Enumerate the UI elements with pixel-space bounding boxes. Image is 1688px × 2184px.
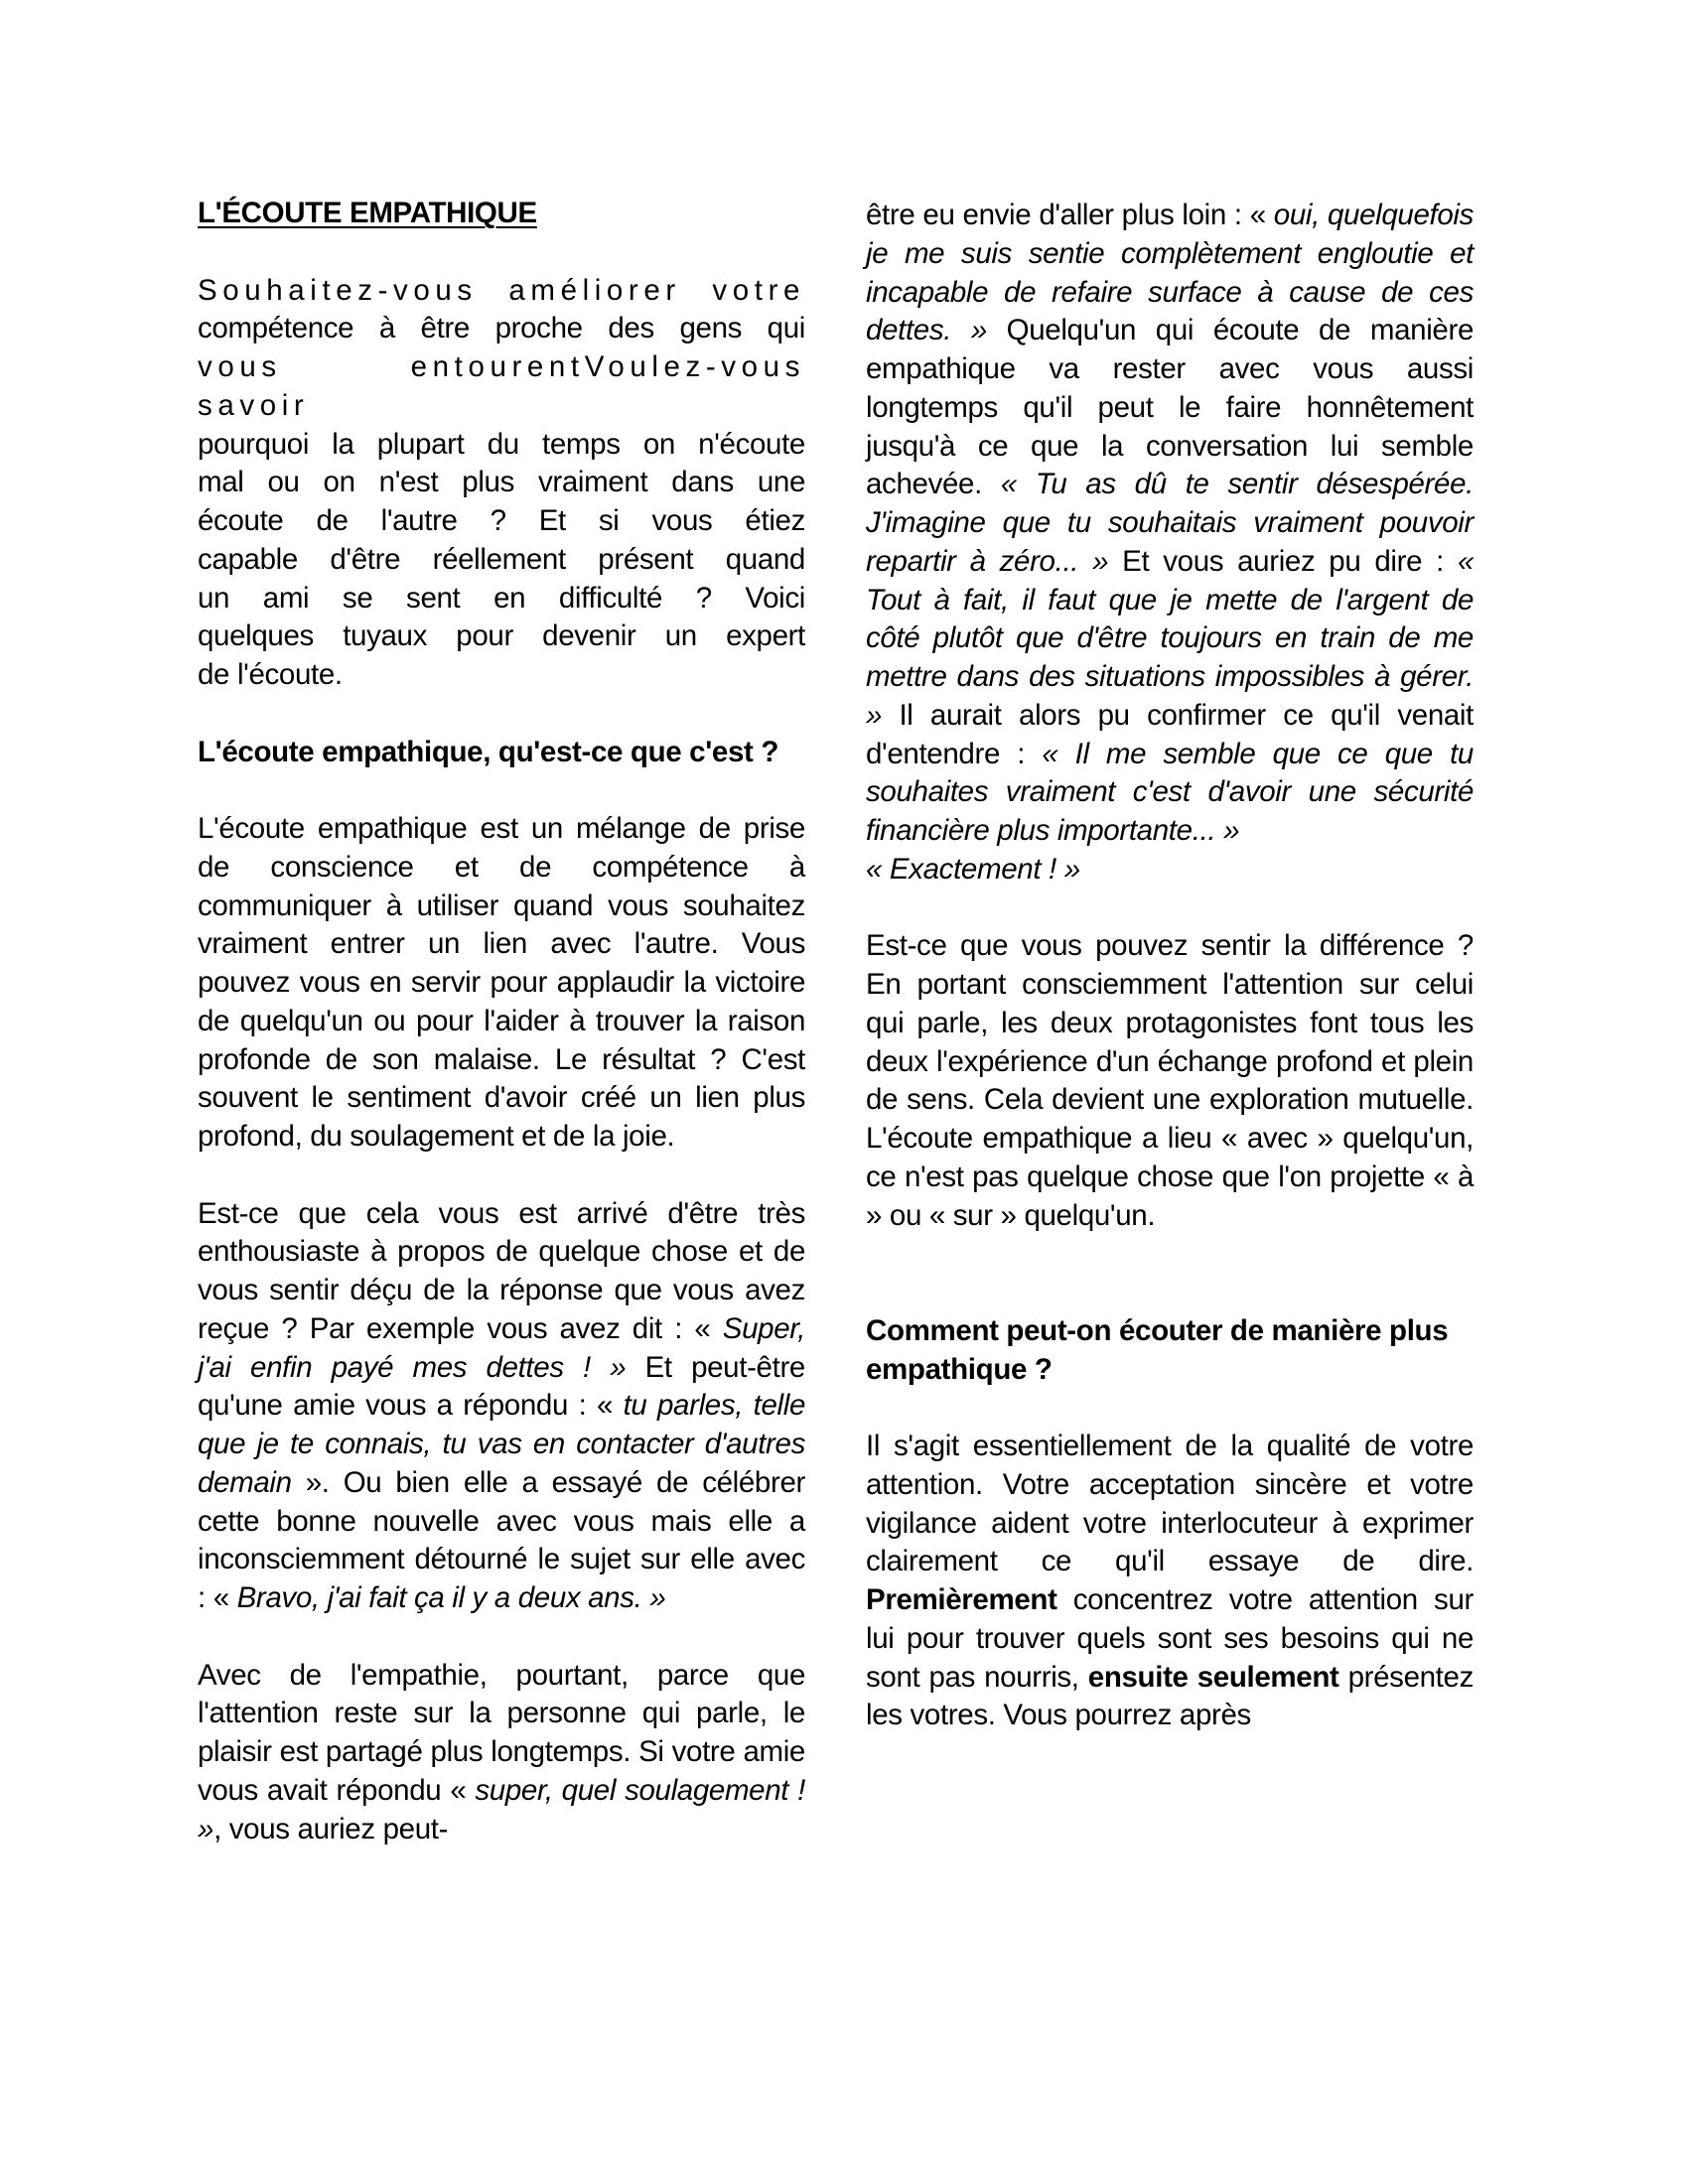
left-column — [198, 195, 805, 1848]
quote-run: Super, j'ai enfin payé mes dettes ! » — [198, 1311, 805, 1384]
empathy-paragraph-continued — [866, 197, 1474, 889]
text-line: quelques tuyaux pour devenir un expert — [198, 619, 805, 653]
text-run: concentrez votre attention sur lui pour trouver quels sont ses besoins qui ne sont pas nourris, — [866, 1583, 1474, 1694]
empathy-paragraph-start — [198, 1657, 805, 1849]
attention-paragraph — [866, 1428, 1474, 1735]
quote-run: Bravo, j'ai fait ça il y a deux ans. » — [236, 1581, 666, 1614]
text-line: un ami se sent en difficulté ? Voici — [198, 581, 805, 614]
quote-run: « Tout à fait, il faut que je mette de l'argent de côté plutôt que d'être toujours en train de me mettre dans des situations impossibles à gérer. » — [866, 544, 1474, 732]
text-line: pourquoi la plupart du temps on n'écoute — [198, 427, 805, 461]
text-run: Il s'agit essentiellement de la qualité de votre attention. Votre acceptation sincère et votre vigilance aident votre interlocuteur à exprimer clairement ce qu'il essaye de dire. — [866, 1430, 1474, 1578]
text-run: Et peut-être qu'une amie vous a répondu : « — [198, 1350, 805, 1423]
text-line: écoute de l'autre ? Et si vous étiez — [198, 504, 805, 537]
text-run: Il aurait alors pu confirmer ce qu'il venait d'entendre : — [866, 698, 1474, 770]
bold-run: ensuite seulement — [1087, 1660, 1339, 1694]
text-run: présentez les votres. Vous pourrez après — [866, 1660, 1474, 1732]
difference-paragraph: Est-ce que vous pouvez sentir la différence ? En portant consciemment l'attention sur celui qui parle, les deux protagonistes font tous les deux l'expérience d'un échange profond et plein de sens. Cela devient une exploration mutuelle. L'écoute empathique a lieu « avec » quelqu'un, ce n'est pas quelque chose que l'on projette « à » ou « sur » quelqu'un. — [866, 929, 1474, 1232]
document-title: L'ÉCOUTE EMPATHIQUE — [198, 197, 537, 229]
section-heading-how-to: Comment peut-on écouter de manière plus empathique ? — [866, 1313, 1449, 1386]
text-line: de l'écoute. — [198, 658, 343, 691]
text-line: capable d'être réellement présent quand — [198, 542, 805, 576]
quote-run: super, quel soulagement ! » — [198, 1773, 805, 1845]
quote-run: « Tu as dû te sentir désespérée. J'imagine que tu souhaitais vraiment pouvoir repartir à zéro... » — [866, 468, 1474, 578]
text-run: Quelqu'un qui écoute de manière empathique va rester avec vous aussi longtemps qu'il peut le faire honnêtement jusqu'à ce que la conversation lui semble achevée. — [866, 314, 1475, 501]
text-line: vous entourentVoulez-vous savoir — [198, 350, 805, 422]
text-run: être eu envie d'aller plus loin : « — [866, 199, 1274, 231]
bold-run: Premièrement — [866, 1583, 1057, 1616]
quote-run: tu parles, telle que je te connais, tu vas en contacter d'autres demain — [198, 1389, 805, 1499]
text-run: Avec de l'empathie, pourtant, parce que l'attention reste sur la personne qui parle, le plaisir est partagé plus longtemps. Si votre amie vous avait répondu « — [198, 1658, 805, 1807]
intro-paragraph — [198, 272, 805, 695]
section-heading-what-is: L'écoute empathique, qu'est-ce que c'est ? — [198, 735, 778, 768]
text-run: , vous auriez peut- — [213, 1812, 449, 1845]
quote-run: oui, quelquefois je me suis sentie complètement engloutie et incapable de refaire surface à cause de ces dettes. » — [866, 199, 1475, 347]
text-run: Et vous auriez pu dire : — [1108, 544, 1458, 578]
text-line: mal ou on n'est plus vraiment dans une — [198, 466, 805, 499]
text-run: Est-ce que cela vous est arrivé d'être très enthousiaste à propos de quelque chose et de vous sentir déçu de la réponse que vous avez reçue ? Par exemple vous avez dit : « — [198, 1196, 805, 1345]
quote-run: « Il me semble que ce que tu souhaites vraiment c'est d'avoir une sécurité financière plus importante... » — [866, 737, 1474, 847]
text-run: ». Ou bien elle a essayé de célébrer cette bonne nouvelle avec vous mais elle a inconsciemment détourné le sujet sur elle avec : « — [198, 1465, 805, 1614]
right-column — [866, 197, 1474, 1735]
text-line: Souhaitez-vous améliorer votre — [198, 273, 805, 307]
quote-run: « Exactement ! » — [866, 852, 1080, 886]
example-paragraph — [198, 1195, 805, 1618]
definition-paragraph: L'écoute empathique est un mélange de prise de conscience et de compétence à communiquer à utiliser quand vous souhaitez vraiment entrer un lien avec l'autre. Vous pouvez vous en servir pour applaudir la victoire de quelqu'un ou pour l'aider à trouver la raison profonde de son malaise. Le résultat ? C'est souvent le sentiment d'avoir créé un lien plus profond, du soulagement et de la joie. — [198, 812, 805, 1153]
text-line: compétence à être proche des gens qui — [198, 312, 805, 345]
